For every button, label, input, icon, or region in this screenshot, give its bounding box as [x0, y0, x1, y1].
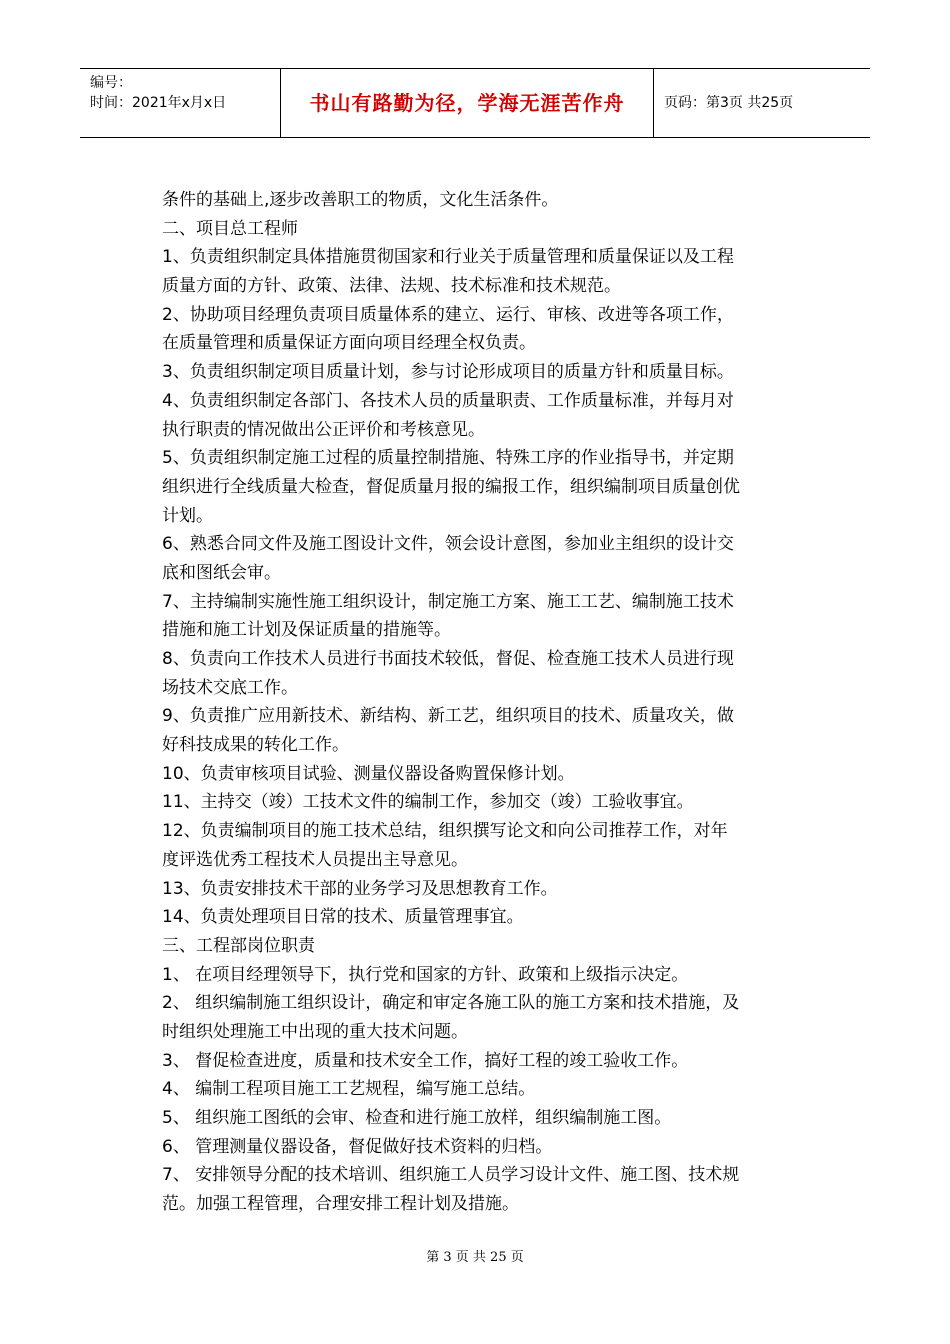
text-line: 条件的基础上,逐步改善职工的物质，文化生活条件。: [162, 190, 559, 210]
text-line: 好科技成果的转化工作。: [162, 735, 349, 756]
text-line: 9、负责推广应用新技术、新结构、新工艺，组织项目的技术、质量攻关，做: [162, 706, 734, 727]
text-line: 1、 在项目经理领导下，执行党和国家的方针、政策和上级指示决定。: [162, 964, 689, 985]
header-motto: 书山有路勤为径，学海无涯苦作舟: [280, 69, 654, 137]
text-line: 措施和施工计划及保证质量的措施等。: [162, 620, 451, 641]
number-label: 编号：: [90, 75, 132, 91]
text-line: 12、负责编制项目的施工技术总结，组织撰写论文和向公司推荐工作，对年: [162, 821, 728, 842]
text-line: 10、负责审核项目试验、测量仪器设备购置保修计划。: [162, 763, 575, 784]
text-line: 场技术交底工作。: [162, 677, 298, 698]
text-line: 范。加强工程管理，合理安排工程计划及措施。: [162, 1194, 519, 1215]
header-meta: [80, 69, 280, 137]
page-header: [80, 68, 870, 138]
header-page-info: 页码：第3页 共25页: [664, 95, 794, 111]
text-line: 4、 编制工程项目施工工艺规程，编写施工总结。: [162, 1079, 536, 1100]
text-line: 7、主持编制实施性施工组织设计，制定施工方案、施工工艺、编制施工技术: [162, 591, 734, 612]
text-line: 11、主持交（竣）工技术文件的编制工作，参加交（竣）工验收事宜。: [162, 792, 694, 813]
text-line: 二、项目总工程师: [162, 218, 298, 239]
text-line: 7、 安排领导分配的技术培训、组织施工人员学习设计文件、施工图、技术规: [162, 1165, 740, 1186]
text-line: 3、 督促检查进度，质量和技术安全工作，搞好工程的竣工验收工作。: [162, 1050, 689, 1071]
text-line: 5、负责组织制定施工过程的质量控制措施、特殊工序的作业指导书，并定期: [162, 448, 734, 469]
text-line: 执行职责的情况做出公正评价和考核意见。: [162, 419, 485, 440]
text-line: 计划。: [162, 505, 213, 526]
text-line: 1、负责组织制定具体措施贯彻国家和行业关于质量管理和质量保证以及工程: [162, 247, 734, 268]
text-line: 6、熟悉合同文件及施工图设计文件，领会设计意图，参加业主组织的设计交: [162, 534, 734, 555]
text-line: 三、工程部岗位职责: [162, 935, 315, 956]
text-line: 8、负责向工作技术人员进行书面技术较低，督促、检查施工技术人员进行现: [162, 649, 734, 669]
text-line: 2、 组织编制施工组织设计，确定和审定各施工队的施工方案和技术措施，及: [162, 993, 740, 1014]
text-line: 14、负责处理项目日常的技术、质量管理事宜。: [162, 907, 524, 928]
date-label: 时间：2021年x月x日: [90, 95, 227, 111]
page-footer: 第 3 页 共 25 页: [426, 1250, 524, 1265]
text-line: 3、负责组织制定项目质量计划，参与讨论形成项目的质量方针和质量目标。: [162, 362, 734, 383]
text-line: 在质量管理和质量保证方面向项目经理全权负责。: [162, 333, 536, 354]
text-line: 组织进行全线质量大检查，督促质量月报的编报工作，组织编制项目质量创优: [162, 476, 740, 497]
text-line: 质量方面的方针、政策、法律、法规、技术标准和技术规范。: [162, 276, 621, 297]
text-line: 13、负责安排技术干部的业务学习及思想教育工作。: [162, 878, 558, 899]
text-line: 4、负责组织制定各部门、各技术人员的质量职责、工作质量标准，并每月对: [162, 390, 734, 411]
text-line: 2、协助项目经理负责项目质量体系的建立、运行、审核、改进等各项工作，: [162, 304, 734, 325]
text-line: 度评选优秀工程技术人员提出主导意见。: [162, 849, 468, 870]
text-line: 底和图纸会审。: [162, 562, 281, 583]
text-line: 5、 组织施工图纸的会审、检查和进行施工放样，组织编制施工图。: [162, 1108, 672, 1128]
text-line: 时组织处理施工中出现的重大技术问题。: [162, 1021, 468, 1042]
text-line: 6、 管理测量仪器设备，督促做好技术资料的归档。: [162, 1136, 553, 1157]
document-body: [162, 186, 802, 1219]
